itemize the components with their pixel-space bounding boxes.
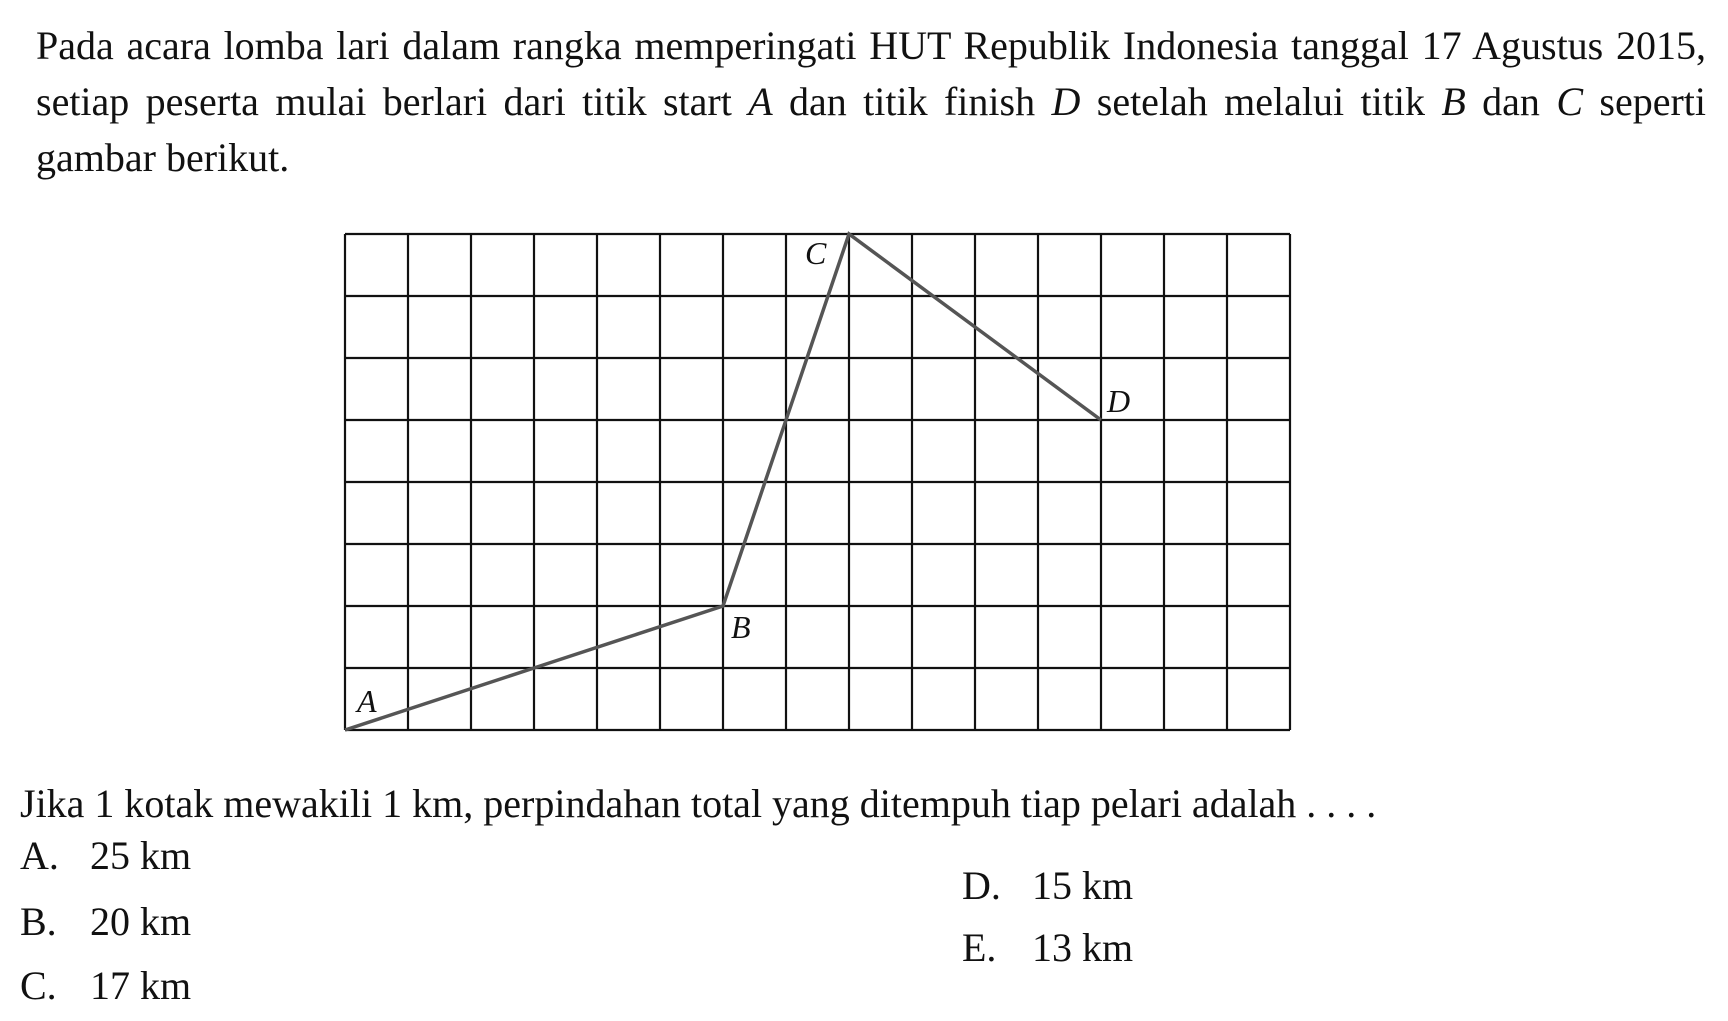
point-label-d: D xyxy=(1107,383,1131,419)
point-D-ref: D xyxy=(1051,79,1081,124)
intro-text-2: dan titik finish xyxy=(772,79,1052,124)
point-label-b: B xyxy=(731,609,751,645)
point-C-ref: C xyxy=(1556,79,1583,124)
intro-text-3: setelah melalui titik xyxy=(1080,79,1442,124)
option-d[interactable] xyxy=(962,862,1133,910)
point-A-ref: A xyxy=(748,79,773,124)
option-a[interactable] xyxy=(20,832,191,880)
question-text: Jika 1 kotak mewakili 1 km, perpindahan total yang ditempuh tiap pelari adalah . . . . xyxy=(20,781,1377,826)
option-b-value: 20 km xyxy=(90,899,192,944)
intro-text-4: dan xyxy=(1465,79,1557,124)
option-b[interactable] xyxy=(20,898,191,946)
option-c[interactable] xyxy=(20,962,191,1010)
option-a-value: 25 km xyxy=(90,833,192,878)
point-B-ref: B xyxy=(1441,79,1466,124)
option-e-letter: E. xyxy=(962,925,997,970)
option-c-value: 17 km xyxy=(90,963,192,1008)
grid-lines xyxy=(345,234,1290,730)
intro-text-5: seperti gambar berikut. xyxy=(36,79,1706,180)
option-a-letter: A. xyxy=(20,833,59,878)
option-b-letter: B. xyxy=(20,899,57,944)
option-c-letter: C. xyxy=(20,963,57,1008)
option-d-letter: D. xyxy=(962,863,1001,908)
option-e-value: 13 km xyxy=(1032,925,1134,970)
point-label-c: C xyxy=(805,235,827,271)
point-label-a: A xyxy=(357,683,377,719)
option-e[interactable] xyxy=(962,924,1133,972)
intro-text-1: Pada acara lomba lari dalam rangka memperingati HUT Republik Indonesia tanggal 17 Agustus 2015, setiap peserta mulai berlari dari titik start xyxy=(36,23,1706,124)
option-d-value: 15 km xyxy=(1032,863,1134,908)
